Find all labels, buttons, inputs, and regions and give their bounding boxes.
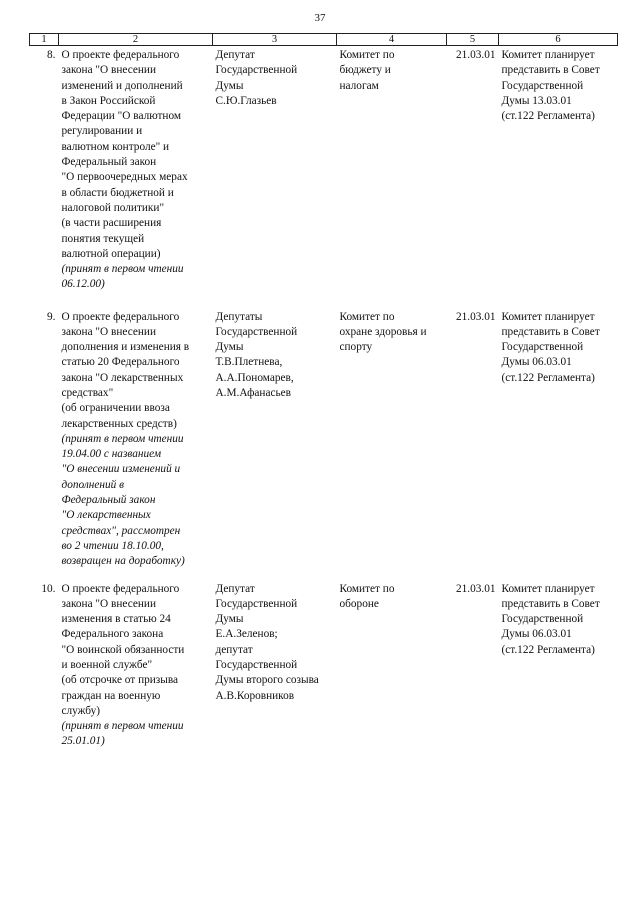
bill-title-line: О проекте федерального	[61, 582, 180, 595]
author-line: Думы	[215, 613, 244, 626]
bill-title	[59, 46, 213, 308]
table-row	[30, 308, 618, 580]
status-line: представить в Совет	[501, 325, 600, 338]
responsible-committee	[337, 580, 447, 750]
bill-title-line: статью 20 Федерального	[61, 356, 180, 369]
committee-line: спорту	[339, 341, 373, 354]
bill-title-line: изменений и дополнений	[61, 79, 183, 92]
bill-title-line: О проекте федерального	[61, 310, 180, 323]
bill-title-line: граждан на военную	[61, 689, 161, 702]
date-cell: 21.03.01	[455, 310, 496, 323]
bill-title-line: закона "О внесении	[61, 64, 156, 77]
bill-title	[59, 308, 213, 580]
reading-note-line: дополнений в	[61, 478, 125, 491]
committee-line: Комитет по	[339, 49, 395, 61]
committee-line: Комитет по	[339, 310, 395, 323]
row-number: 8.	[47, 49, 56, 61]
bill-title-line: (в части расширения	[61, 217, 162, 230]
row-number: 9.	[47, 310, 56, 323]
author-line: Депутат	[215, 582, 255, 595]
status-cell	[499, 580, 618, 750]
bill-title-line: (об отсрочке от призыва	[61, 674, 179, 687]
column-header: 5	[447, 34, 499, 46]
author-line: А.М.Афанасьев	[215, 386, 291, 399]
bill-title-line: дополнения и изменения в	[61, 341, 190, 354]
bill-title-line: в Закон Российской	[61, 94, 156, 107]
status-line: Комитет планирует	[501, 49, 595, 61]
author-line: Депутат	[215, 49, 255, 61]
author-line: депутат	[215, 643, 253, 656]
status-line: (ст.122 Регламента)	[501, 371, 595, 384]
row-number: 10.	[41, 582, 56, 595]
bill-title-line: Федеральный закон	[61, 156, 157, 169]
column-header: 2	[59, 34, 213, 46]
author-line: Государственной	[215, 597, 298, 610]
status-line: Комитет планирует	[501, 310, 595, 323]
status-line: Государственной	[501, 613, 584, 626]
status-line: Думы 13.03.01	[501, 94, 572, 107]
reading-note-line: "О внесении изменений и	[61, 463, 181, 476]
bill-title-line: "О первоочередных мерах	[61, 171, 188, 184]
bill-title-line: средствах"	[61, 386, 114, 399]
status-line: Государственной	[501, 341, 584, 354]
bill-title	[59, 580, 213, 750]
author-line: Думы	[215, 79, 244, 92]
reading-note-line: "О лекарственных	[61, 509, 151, 522]
bill-title-line: валютной операции)	[61, 247, 161, 260]
status-line: Думы 06.03.01	[501, 356, 572, 369]
bill-title-line: регулировании и	[61, 125, 143, 138]
reading-note-line: (принят в первом чтении	[61, 263, 184, 276]
committee-line: охране здоровья и	[339, 325, 427, 338]
author-line: Думы второго созыва	[215, 674, 319, 687]
bill-title-line: в области бюджетной и	[61, 186, 174, 199]
bill-authors	[213, 308, 337, 580]
bill-title-line: "О воинской обязанности	[61, 643, 185, 656]
column-header: 3	[213, 34, 337, 46]
bill-title-line: изменения в статью 24	[61, 613, 171, 626]
bill-title-line: (об ограничении ввоза	[61, 402, 170, 415]
status-cell	[499, 46, 618, 308]
bill-title-line: службу)	[61, 704, 101, 717]
table-body	[30, 46, 618, 750]
bill-title-line: закона "О лекарственных	[61, 371, 184, 384]
column-header: 1	[30, 34, 59, 46]
committee-line: бюджету и	[339, 64, 391, 77]
author-line: А.В.Коровников	[215, 689, 295, 702]
author-line: Е.А.Зеленов;	[215, 628, 278, 641]
bill-title-line: О проекте федерального	[61, 49, 180, 61]
bill-title-line: понятия текущей	[61, 232, 145, 245]
committee-line: налогам	[339, 79, 379, 92]
author-line: Государственной	[215, 325, 298, 338]
reading-note-line: Федеральный закон	[61, 494, 156, 507]
status-line: Государственной	[501, 79, 584, 92]
table-row	[30, 580, 618, 750]
reading-note-line: 25.01.01)	[61, 735, 105, 748]
status-line: представить в Совет	[501, 597, 600, 610]
page-number: 37	[314, 12, 326, 24]
date-cell: 21.03.01	[455, 582, 496, 595]
responsible-committee	[337, 308, 447, 580]
author-line: А.А.Пономарев,	[215, 371, 294, 384]
table-row	[30, 46, 618, 308]
committee-line: Комитет по	[339, 582, 395, 595]
bill-title-line: валютном контроле" и	[61, 140, 170, 153]
bill-authors	[213, 580, 337, 750]
status-line: представить в Совет	[501, 64, 600, 77]
status-line: (ст.122 Регламента)	[501, 643, 595, 656]
status-line: (ст.122 Регламента)	[501, 110, 595, 123]
status-line: Думы 06.03.01	[501, 628, 572, 641]
reading-note-line: (принят в первом чтении	[61, 432, 184, 445]
responsible-committee	[337, 46, 447, 308]
status-cell	[499, 308, 618, 580]
bill-title-line: закона "О внесении	[61, 597, 156, 610]
bills-table	[29, 33, 618, 750]
bill-title-line: налоговой политики"	[61, 201, 165, 214]
author-line: Думы	[215, 341, 244, 354]
table-header	[30, 34, 618, 46]
reading-note-line: 19.04.00 с названием	[61, 448, 162, 461]
reading-note-line: во 2 чтении 18.10.00,	[61, 539, 164, 552]
reading-note-line: (принят в первом чтении	[61, 720, 184, 733]
reading-note-line: средствах", рассмотрен	[61, 524, 181, 537]
reading-note-line: возвращен на доработку)	[61, 555, 185, 568]
author-line: Государственной	[215, 64, 298, 77]
author-line: Государственной	[215, 658, 298, 671]
bill-title-line: и военной службе"	[61, 658, 153, 671]
bill-title-line: Федерации "О валютном	[61, 110, 182, 123]
bill-authors	[213, 46, 337, 308]
column-header: 4	[337, 34, 447, 46]
column-header: 6	[499, 34, 618, 46]
author-line: С.Ю.Глазьев	[215, 94, 277, 107]
reading-note-line: 06.12.00)	[61, 278, 105, 291]
date-cell: 21.03.01	[455, 49, 496, 61]
bill-title-line: закона "О внесении	[61, 325, 156, 338]
author-line: Депутаты	[215, 310, 263, 323]
committee-line: обороне	[339, 597, 379, 610]
bill-title-line: лекарственных средств)	[61, 417, 177, 430]
author-line: Т.В.Плетнева,	[215, 356, 283, 369]
bill-title-line: Федерального закона	[61, 628, 164, 641]
status-line: Комитет планирует	[501, 582, 595, 595]
